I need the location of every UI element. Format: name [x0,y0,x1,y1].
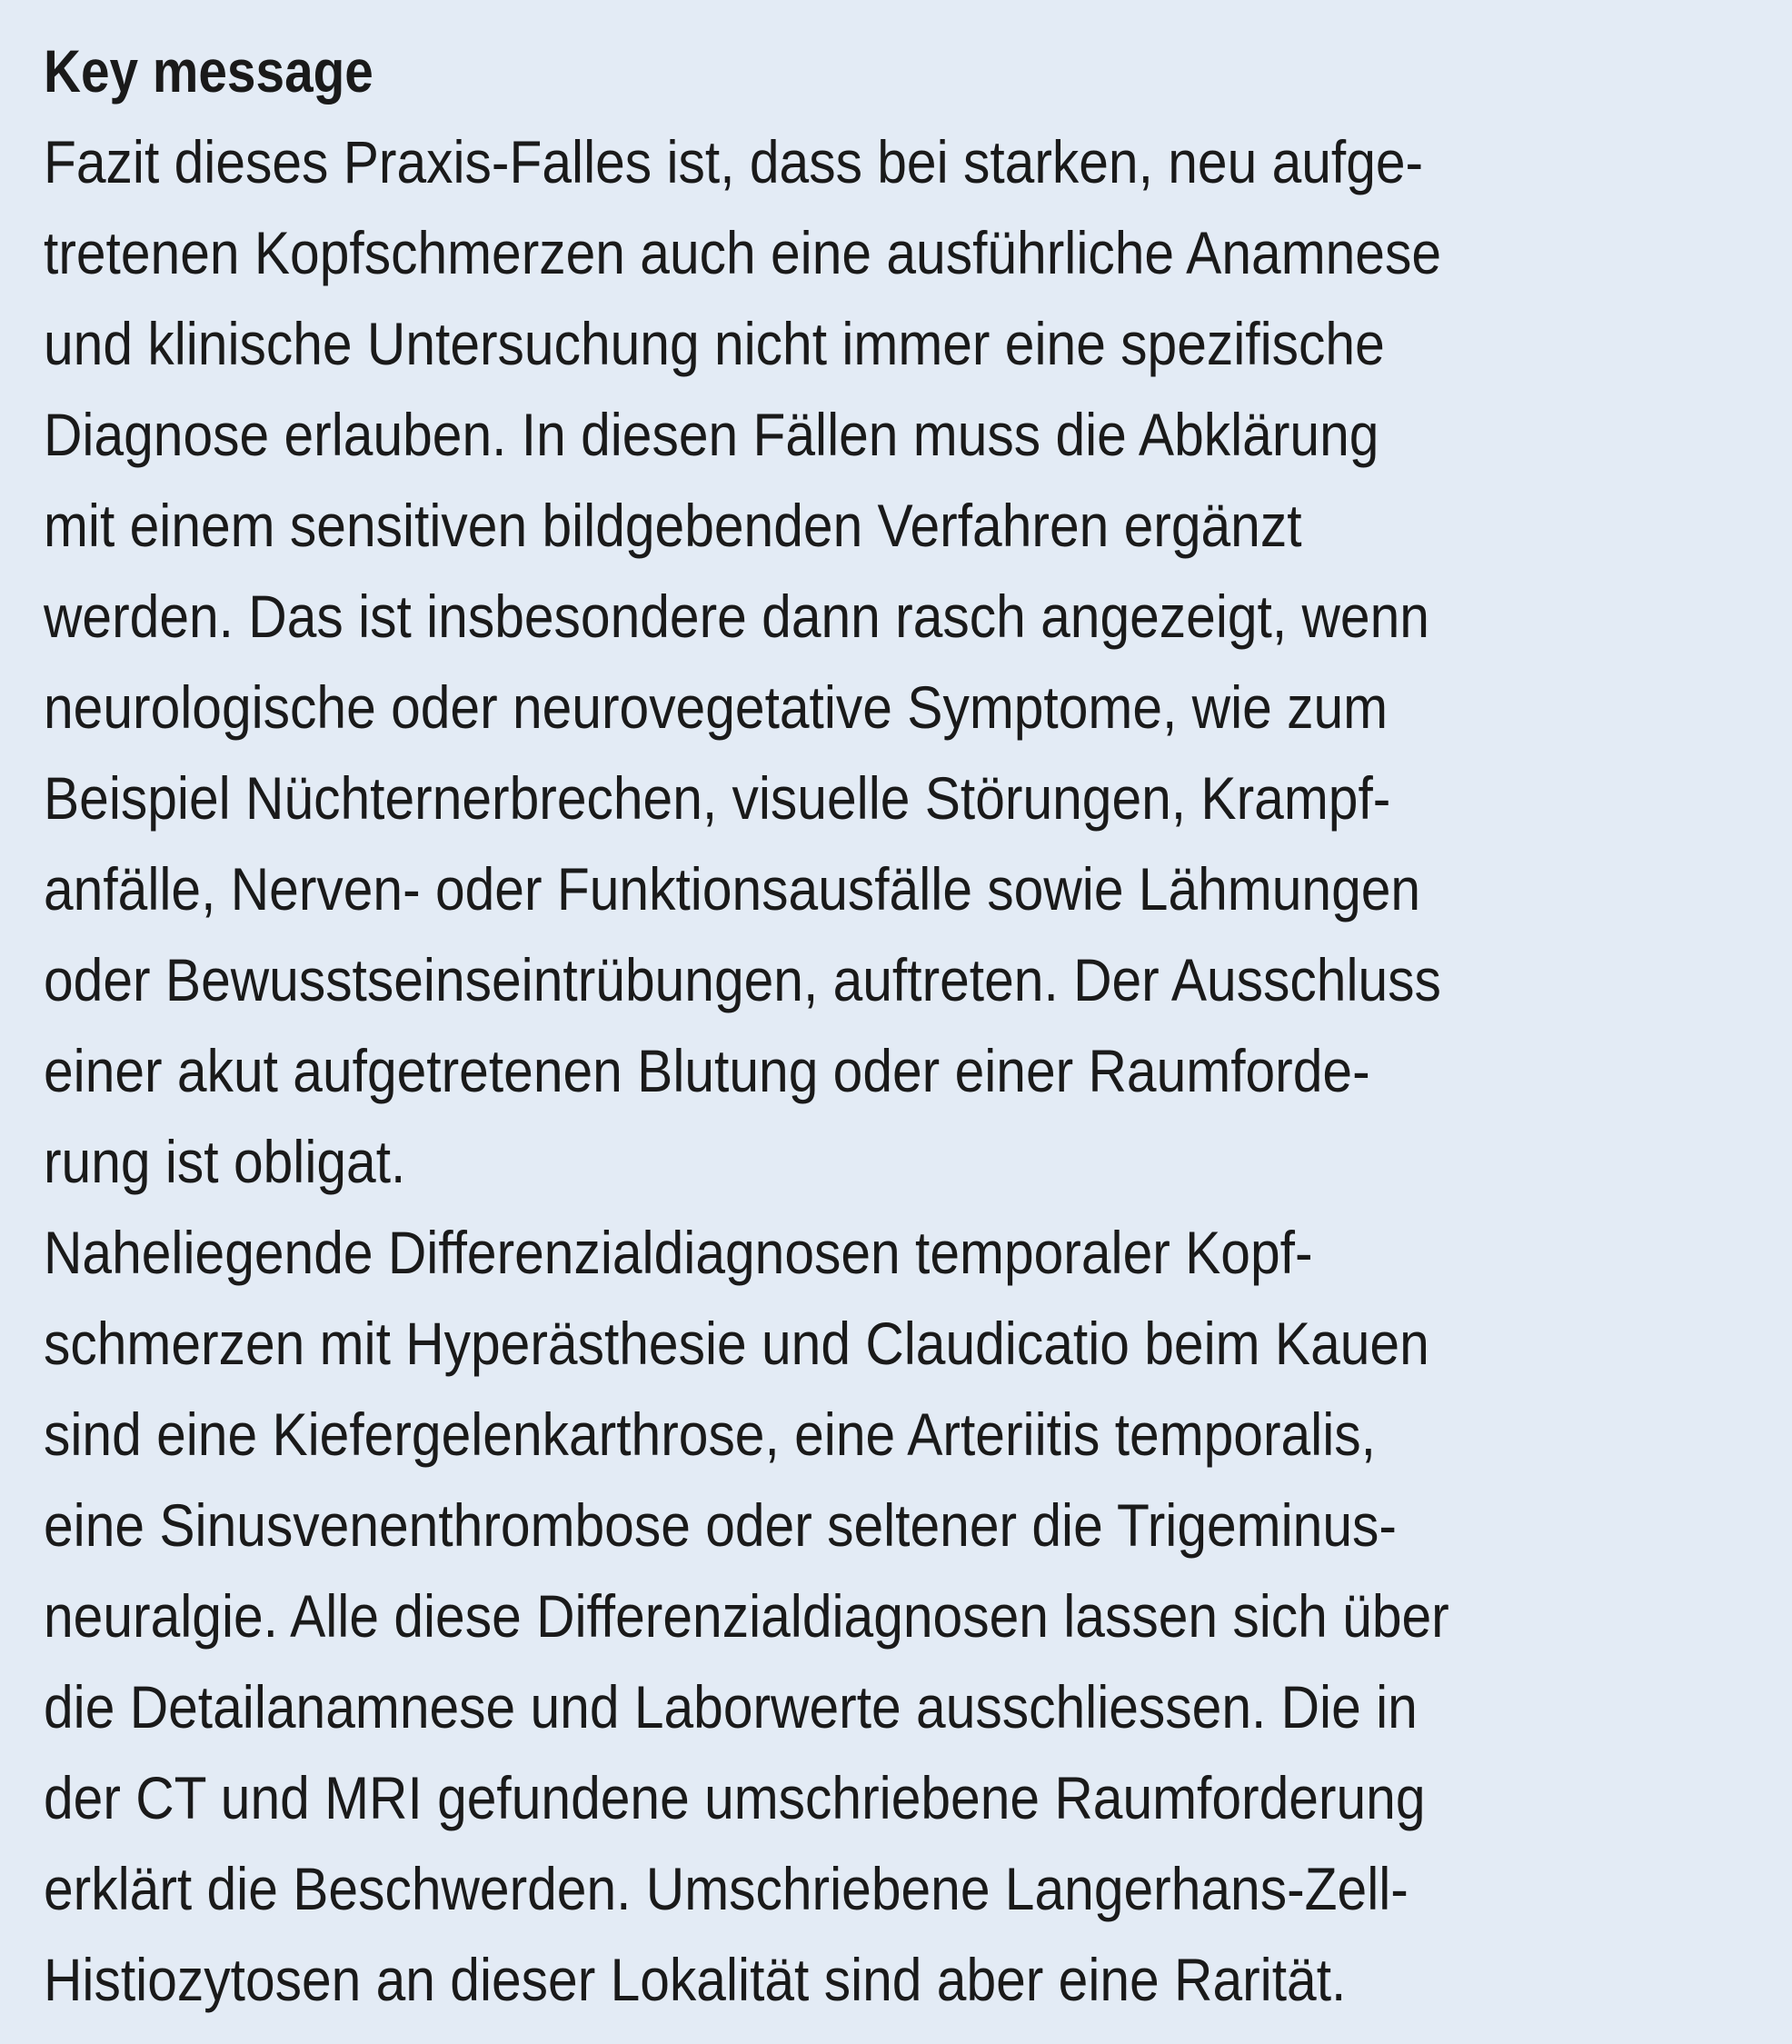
text-line: anfälle, Nerven- oder Funktionsausfälle sowie Lähmungen [44,855,1421,922]
text-line: der CT und MRI gefundene umschriebene Raumforderung [44,1764,1426,1831]
text-line: werden. Das ist insbesondere dann rasch angezeigt, wenn [44,583,1429,650]
text-line: die Detailanamnese und Laborwerte ausschliessen. Die in [44,1673,1418,1740]
text-line: Fazit dieses Praxis-Falles ist, dass bei starken, neu aufge- [44,128,1424,195]
text-line: eine Sinusvenenthrombose oder seltener die Trigeminus- [44,1491,1397,1559]
text-line: tretenen Kopfschmerzen auch eine ausführliche Anamnese [44,219,1442,286]
text-line: Diagnose erlauben. In diesen Fällen muss die Abklärung [44,401,1379,468]
text-line: erklärt die Beschwerden. Umschriebene Langerhans-Zell- [44,1855,1409,1922]
key-message-body [44,116,1756,2025]
text-line: mit einem sensitiven bildgebenden Verfahren ergänzt [44,492,1302,559]
text-line: Beispiel Nüchternerbrechen, visuelle Störungen, Krampf- [44,764,1391,832]
text-line: schmerzen mit Hyperästhesie und Claudicatio beim Kauen [44,1310,1429,1377]
text-line: rung ist obligat. [44,1128,406,1195]
text-line: einer akut aufgetretenen Blutung oder einer Raumforde- [44,1037,1370,1104]
text-line: Histiozytosen an dieser Lokalität sind aber eine Rarität. [44,1946,1347,2013]
text-line: sind eine Kiefergelenkarthrose, eine Arteriitis temporalis, [44,1401,1376,1468]
text-line: und klinische Untersuchung nicht immer eine spezifische [44,310,1385,377]
key-message-heading: Key message [44,37,373,105]
text-line: neuralgie. Alle diese Differenzialdiagnosen lassen sich über [44,1582,1449,1650]
text-line: neurologische oder neurovegetative Symptome, wie zum [44,673,1389,741]
text-line: Naheliegende Differenzialdiagnosen temporaler Kopf- [44,1219,1313,1286]
text-line: oder Bewusstseinseintrübungen, auftreten. Der Ausschluss [44,946,1441,1013]
